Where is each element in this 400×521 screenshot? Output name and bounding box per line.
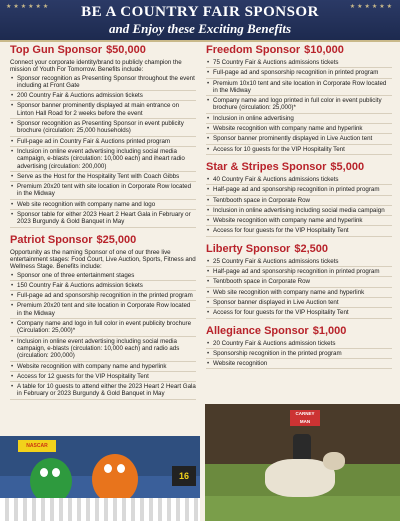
benefit-item: • Full-page ad and sponsorship recognition in the printed program [10,292,196,301]
benefit-list [206,340,392,370]
benefit-item: • 25 Country Fair & Auctions admissions tickets [206,258,392,267]
benefit-item: • Full-page ad in Country Fair & Auctions printed program [10,138,196,147]
sponsor-price: $50,000 [106,44,146,56]
benefit-item: • Full-page ad and sponsorship recognition in printed program [206,69,392,78]
benefit-item: • Inclusion in online event advertising including social media campaign, e-blasts (circulation: 10,000 each) and radio ads (circulation: 200,000) [10,338,196,362]
benefit-item: • Website recognition with company name and hyperlink [206,217,392,226]
benefit-item: • Sponsor one of three entertainment stages [10,272,196,281]
sponsor-price: $10,000 [304,44,344,56]
sponsor-title [206,243,392,256]
photo-sign: NASCAR [18,440,56,452]
sponsor-description: Connect your corporate identity/brand to publicly champion the mission of Youth For Tomorrow. Benefits include: [10,59,182,74]
rider-figure [293,434,311,462]
grass-ground [205,496,400,521]
decorative-stars: ★★★★★★ [6,4,51,10]
benefit-item: • Website recognition [206,360,392,369]
benefit-item: • Half-page ad and sponsorship recognition in printed program [206,268,392,277]
sponsor-name: Allegiance Sponsor [206,324,309,337]
benefit-item: • Sponsor recognition as Presenting Sponsor throughout the event including at Front Gate [10,75,196,92]
benefit-item: • Access for 12 guests for the VIP Hospitality Tent [10,373,196,382]
sheep-race-photo [205,404,400,521]
sponsor-section [206,44,392,155]
benefit-item: • Website recognition with company name and hyperlink [206,125,392,134]
left-column [10,44,196,406]
benefit-item: • Web site recognition with company name and hyperlink [206,289,392,298]
benefit-item: • 40 Country Fair & Auctions admissions tickets [206,176,392,185]
benefit-item: • Sponsorship recognition in the printed program [206,350,392,359]
benefit-item: • Access for four guests for the VIP Hospitality Tent [206,309,392,318]
sponsor-section [10,234,196,400]
benefit-item: • Sponsor recognition as Presenting Sponsor in event publicity brochure (circulation: 25,000 households) [10,120,196,137]
header-banner [0,0,400,42]
sheep-head [323,452,345,470]
benefit-item: • Web site recognition with company name and logo [10,201,196,210]
benefit-list [206,176,392,237]
benefit-list [10,75,196,228]
benefit-item: • Inclusion in online advertising [206,115,392,124]
sponsor-section [10,44,196,228]
benefit-item: • Sponsor banner prominently displayed at main entrance on Linton Hall Road for 2 weeks before the event [10,102,196,119]
sponsor-section [206,325,392,370]
mm-characters-photo [0,436,200,521]
race-number: 16 [172,466,196,486]
sponsor-title [10,234,196,247]
benefit-item: • 75 Country Fair & Auctions admissions tickets [206,59,392,68]
benefit-item: • 20 Country Fair & Auctions admission tickets [206,340,392,349]
sponsor-name: Star & Stripes Sponsor [206,160,327,173]
benefit-item: • Access for 10 guests for the VIP Hospitality Tent [206,146,392,155]
benefit-list [206,59,392,155]
page-title: BE A COUNTRY FAIR SPONSOR [81,4,319,20]
benefit-item: • Serve as the Host for the Hospitality Tent with Coach Gibbs [10,173,196,182]
decorative-stars: ★★★★★★ [349,4,394,10]
benefit-item: • Tent/booth space in Corporate Row [206,278,392,287]
benefit-item: • Inclusion in online advertising including social media campaign [206,207,392,216]
benefit-item: • Sponsor table for either 2023 Heart 2 Heart Gala in February or 2023 Burgundy & Gold Banquet in May [10,211,196,228]
orange-mm-character [92,454,138,504]
photo-banner: CARNEY MAN [290,410,320,426]
sponsor-section [206,243,392,319]
benefit-item: • Half-page ad and sponsorship recognition in printed program [206,186,392,195]
sponsor-title [206,44,392,57]
sponsor-name: Patriot Sponsor [10,233,93,246]
picket-fence [0,498,200,521]
sponsor-name: Top Gun Sponsor [10,44,103,56]
benefit-item: • Inclusion in online event advertising including social media campaign, e-blasts (circulation: 10,000 each) and iheart radio advertising (circulation: 200,000) [10,148,196,172]
benefit-item: • Company name and logo in full color in event publicity brochure (Circulation: 25,000)* [10,320,196,337]
benefit-item: • 150 Country Fair & Auctions admission tickets [10,282,196,291]
benefit-item: • Company name and logo printed in full color in event publicity brochure (circulation: 25,000)* [206,97,392,114]
benefit-item: • Sponsor banner displayed in Live Auction tent [206,299,392,308]
benefit-item: • Tent/booth space in Corporate Row [206,197,392,206]
sponsor-price: $2,500 [294,242,328,255]
benefit-list [10,272,196,400]
sponsor-price: $25,000 [96,233,137,246]
page-subtitle: and Enjoy these Exciting Benefits [108,21,291,36]
sponsor-description: Opportunity as the naming Sponsor of one of our three live entertainment stages: Food Court, Live Auction, Sports, Fitness and Wellness Stage. Benefits include: [10,248,196,271]
sponsor-title [206,161,392,174]
sponsor-section [206,161,392,237]
right-column [206,44,392,375]
sponsor-name: Liberty Sponsor [206,242,291,255]
benefit-item: • Sponsor banner prominently displayed in Live Auction tent [206,135,392,144]
sponsor-title [10,44,196,57]
benefit-item: • Premium 20x20 tent with site location in Corporate Row located in the Midway [10,183,196,200]
sponsor-name: Freedom Sponsor [206,44,301,56]
benefit-list [206,258,392,319]
benefit-item: • Website recognition with company name and hyperlink [10,363,196,372]
benefit-item: • Premium 20x20 tent and site location in Corporate Row located in the Midway [10,302,196,319]
benefit-item: • A table for 10 guests to attend either the 2023 Heart 2 Heart Gala in February or 2023 Burgundy & Gold Banquet in May [10,383,196,400]
sponsor-price: $5,000 [330,160,365,173]
sponsor-price: $1,000 [312,324,347,337]
sponsor-title [206,325,392,338]
benefit-item: • Access for four guests for the VIP Hospitality Tent [206,227,392,236]
benefit-item: • Premium 10x10 tent and site location in Corporate Row located in the Midway [206,80,392,97]
benefit-item: • 200 Country Fair & Auctions admission tickets [10,92,196,101]
